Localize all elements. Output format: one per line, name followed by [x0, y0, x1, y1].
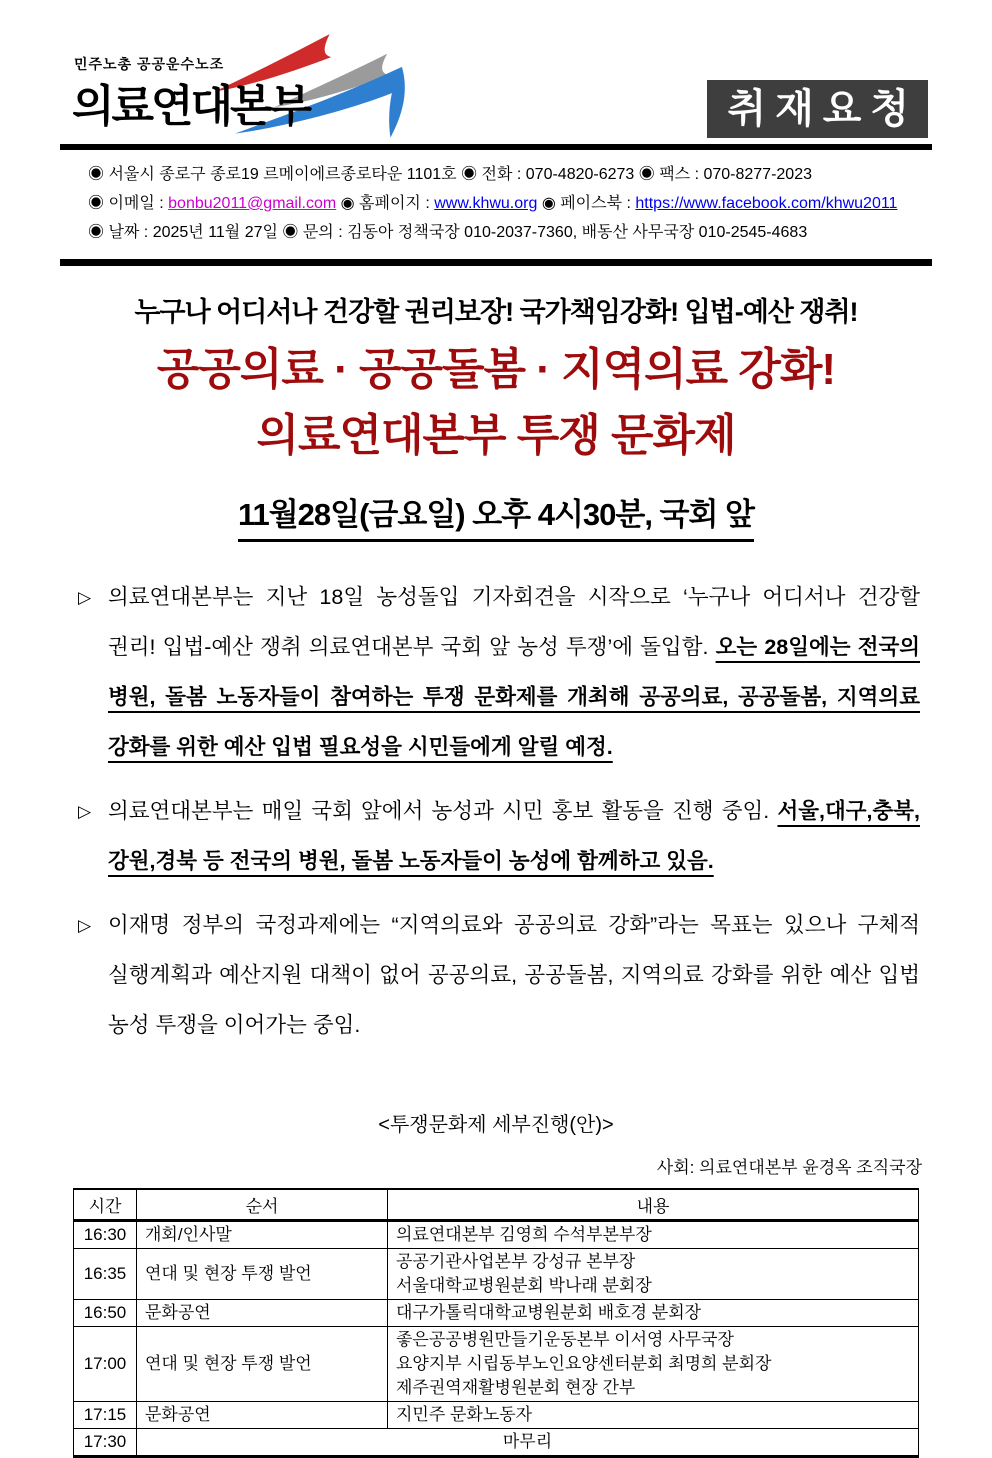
- contact-block: [0, 150, 992, 255]
- table-header-row: [74, 1189, 919, 1221]
- cell-content: [388, 1249, 919, 1300]
- cell-order: 개회/인사말: [137, 1221, 388, 1249]
- facebook-link[interactable]: https://www.facebook.com/khwu2011: [635, 195, 898, 212]
- content-line: 지민주 문화노동자: [396, 1405, 533, 1424]
- cell-time: 16:50: [74, 1300, 137, 1327]
- email-label: ◉ 이메일 :: [88, 195, 169, 212]
- content-line: 공공기관사업본부 강성규 본부장: [396, 1252, 636, 1271]
- paragraph-emphasis: 오는 28일에는 전국의 병원, 돌봄 노동자들이 참여하는 투쟁 문화제를 개최해 공공의료, 공공돌봄, 지역의료 강화를 위한 예산 입법 필요성을 시민들에게 알릴 예정.: [108, 635, 921, 759]
- paragraph-daily-action: [78, 786, 920, 886]
- paragraph-text: 의료연대본부는 매일 국회 앞에서 농성과 시민 홍보 활동을 진행 중임.: [108, 799, 778, 823]
- content-line: 좋은공공병원만들기운동본부 이서영 사무국장: [396, 1330, 734, 1349]
- paragraph-text: 의료연대본부는 지난 18일 농성돌입 기자회견을 시작으로 ‘누구나 어디서나 건강할 권리! 입법-예산 쟁취 의료연대본부 국회 앞 농성 투쟁’에 돌입함.: [108, 585, 920, 659]
- table-row: [74, 1249, 919, 1300]
- cell-merged-content: 마무리: [137, 1429, 919, 1457]
- triangle-bullet-icon: ▷: [78, 802, 92, 821]
- content-line: 서울대학교병원분회 박나래 분회장: [396, 1276, 652, 1295]
- divider-bottom: [60, 259, 932, 266]
- cell-content: [388, 1402, 919, 1429]
- content-line: 제주권역재활병원분회 현장 간부: [396, 1378, 636, 1397]
- paragraph-text: 이재명 정부의 국정과제에는 “지역의료와 공공의료 강화”라는 목표는 있으나 구체적 실행계획과 예산지원 대책이 없어 공공의료, 공공돌봄, 지역의료 강화를 위한 예산 입법 농성 투쟁을 이어가는 중임.: [108, 913, 920, 1037]
- schedule-caption: <투쟁문화제 세부진행(안)>: [378, 1114, 614, 1136]
- contact-address-line: ◉ 서울시 종로구 종로19 르메이에르종로타운 1101호 ◉ 전화 : 070-4820-6273 ◉ 팩스 : 070-8277-2023: [88, 166, 812, 183]
- logo-org-parent: 민주노총 공공운수노조: [74, 56, 225, 72]
- document-header: [0, 0, 992, 144]
- table-row: [74, 1402, 919, 1429]
- event-datetime-wrap: [0, 489, 992, 542]
- contact-links-line: [88, 189, 992, 218]
- table-row: [74, 1300, 919, 1327]
- table-row-closing: [74, 1429, 919, 1457]
- event-datetime: 11월28일(금요일) 오후 4시30분, 국회 앞: [238, 489, 754, 542]
- facebook-label: ◉ 페이스북 :: [537, 195, 636, 212]
- content-line: 대구가톨릭대학교병원분회 배호경 분회장: [396, 1303, 702, 1322]
- column-header-order: 순서: [137, 1189, 388, 1221]
- triangle-bullet-icon: ▷: [78, 588, 92, 607]
- homepage-link[interactable]: www.khwu.org: [434, 195, 538, 212]
- cell-time: 17:00: [74, 1327, 137, 1402]
- content-line: 요양지부 시립동부노인요양센터분회 최명희 분회장: [396, 1354, 772, 1373]
- paragraph-government-task: [78, 900, 920, 1050]
- cell-time: 17:15: [74, 1402, 137, 1429]
- triangle-bullet-icon: ▷: [78, 916, 92, 935]
- email-link[interactable]: bonbu2011@gmail.com: [168, 195, 337, 212]
- cell-content: [388, 1300, 919, 1327]
- cell-time: 17:30: [74, 1429, 137, 1457]
- cell-content: [388, 1327, 919, 1402]
- press-request-badge: 취재요청: [707, 80, 928, 138]
- schedule-host: 사회: 의료연대본부 윤경옥 조직국장: [656, 1158, 922, 1177]
- cell-order: 문화공연: [137, 1402, 388, 1429]
- headline-kicker: 누구나 어디서나 건강할 권리보장! 국가책임강화! 입법-예산 쟁취!: [134, 297, 858, 327]
- main-title-line1: 공공의료 · 공공돌봄 · 지역의료 강화!: [156, 345, 836, 394]
- main-title: [0, 337, 992, 469]
- cell-order: 연대 및 현장 투쟁 발언: [137, 1327, 388, 1402]
- schedule-table-body: [74, 1221, 919, 1457]
- paragraph-emphasis: 서울,대구,충북,강원,경북 등 전국의 병원, 돌봄 노동자들이 농성에 함께하고 있음.: [108, 799, 920, 873]
- schedule-table-head: [74, 1189, 919, 1221]
- cell-order: 연대 및 현장 투쟁 발언: [137, 1249, 388, 1300]
- union-logo: [72, 30, 402, 140]
- content-line: 의료연대본부 김영희 수석부본부장: [396, 1225, 652, 1244]
- paragraph-sit-in: [78, 572, 920, 772]
- cell-time: 16:35: [74, 1249, 137, 1300]
- cell-content: [388, 1221, 919, 1249]
- homepage-label: ◉ 홈페이지 :: [336, 195, 435, 212]
- logo-org-name: 의료연대본부: [72, 82, 310, 131]
- contact-date-line: ◉ 날짜 : 2025년 11월 27일 ◉ 문의 : 김동아 정책국장 010-2037-7360, 배동산 사무국장 010-2545-4683: [88, 224, 808, 241]
- cell-order: 문화공연: [137, 1300, 388, 1327]
- body-paragraphs: [0, 542, 992, 1050]
- table-row: [74, 1327, 919, 1402]
- table-row: [74, 1221, 919, 1249]
- column-header-content: 내용: [388, 1189, 919, 1221]
- schedule-table: [73, 1188, 919, 1458]
- column-header-time: 시간: [74, 1189, 137, 1221]
- main-title-line2: 의료연대본부 투쟁 문화제: [256, 411, 736, 460]
- cell-time: 16:30: [74, 1221, 137, 1249]
